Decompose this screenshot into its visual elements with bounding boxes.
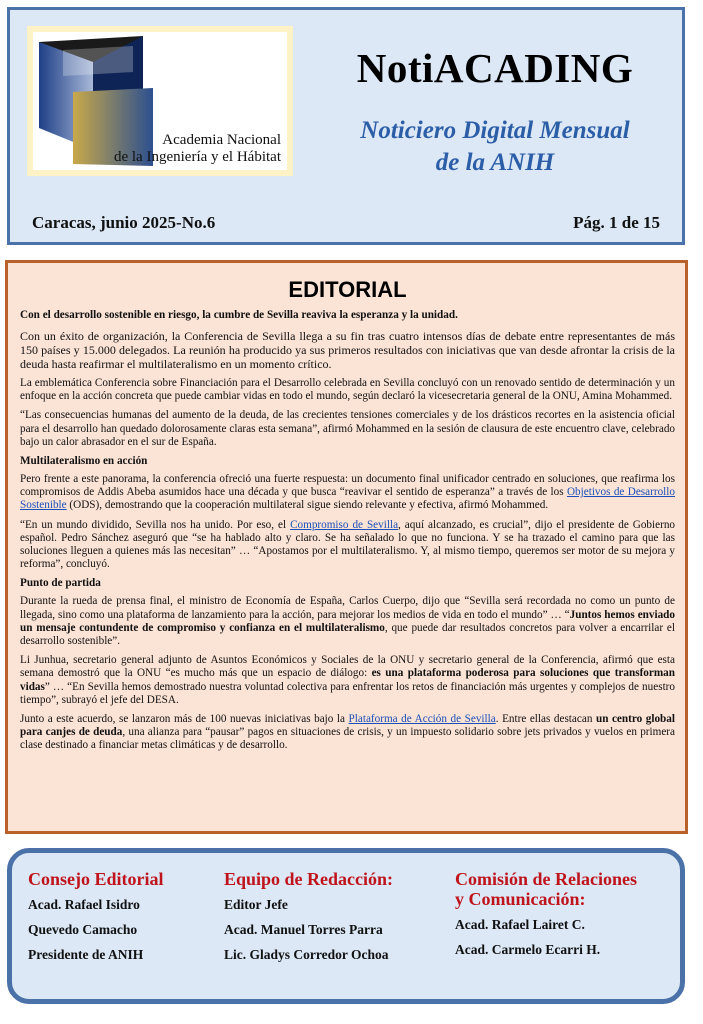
paragraph-5 — [20, 519, 675, 572]
consejo-heading: Consejo Editorial — [28, 869, 164, 889]
credit-line: Presidente de ANIH — [28, 947, 144, 962]
consejo-editorial — [28, 869, 164, 972]
p7-text: Li Junhua, secretario general adjunto de Asuntos Económicos y Sociales de la ONU y secretario general de la Conferencia, afirmó que esta semana demostró que la ONU “es mucho más que un espacio de diálogo: — [20, 654, 675, 680]
credit-line: Acad. Carmelo Ecarri H. — [455, 942, 601, 957]
logo-text-line-2: de la Ingeniería y el Hábitat — [113, 149, 281, 165]
paragraph-8 — [20, 713, 675, 753]
page-number: Pág. 1 de 15 — [573, 213, 660, 232]
p3-tail: ”, afirmó Mohammed en la sesión de clausura de este encuentro clave, celebrado bajo un calor abrasador en el sur de España. — [20, 422, 676, 448]
subtitle-line-1: Noticiero Digital Mensual — [360, 117, 630, 144]
paragraph-2: La emblemática Conferencia sobre Financiación para el Desarrollo celebrada en Sevilla concluyó con un renovado sentido de determinación y un enfoque en la acción concreta que puede cambiar vidas en todo el mundo, según declaró la vicesecretaria general de la ONU, Amina Mohammed. — [20, 377, 675, 403]
comision-heading-line-1: Comisión de Relaciones — [455, 869, 637, 889]
subtitle-line-2: de la ANIH — [435, 149, 555, 176]
editorial-section — [5, 260, 688, 834]
credits-footer — [7, 848, 685, 1004]
p3-text: “Las consecuencias humanas del aumento de la deuda, de las crecientes tensiones comerciales y de los drásticos recortes en la asistencia oficial para el desarrollo han quedado dolorosamente claras esta semana — [20, 409, 675, 435]
compromiso-sevilla-link[interactable]: Compromiso de Sevilla — [290, 518, 399, 531]
newsletter-subtitle — [310, 115, 680, 179]
p8-text: Junto a este acuerdo, se lanzaron más de 100 nuevas iniciativas bajo la — [20, 713, 349, 726]
equipo-redaccion — [224, 869, 393, 972]
paragraph-6 — [20, 595, 675, 648]
paragraph-4 — [20, 473, 675, 513]
credit-line: Lic. Gladys Corredor Ochoa — [224, 947, 389, 962]
p5-tail: , aquí alcanzado, es crucial”, dijo el presidente de Gobierno español. Pedro Sánchez aseguró que “se ha hablado alto y claro. Se ha señalado lo que no funciona. Y se ha trazado el camino para que las soluciones lleguen a quienes más las necesitan” … “Apostamos por el multilateralismo. Y, al mismo tiempo, queremos ser motor de su mejora y reforma”, concluyó. — [20, 518, 676, 571]
subheading-punto-de-partida: Punto de partida — [20, 577, 101, 590]
credit-line: Acad. Manuel Torres Parra — [224, 922, 383, 937]
comision-heading-line-2: y Comunicación: — [455, 889, 586, 909]
plataforma-accion-link[interactable]: Plataforma de Acción de Sevilla — [348, 713, 496, 726]
p8-tail: , una alianza para “pausar” pagos en situaciones de crisis, y un impuesto solidario sobre jets privados y vuelos en primera clase destinado a financiar metas climáticas y de desarrollo. — [20, 726, 675, 752]
comision-relaciones — [455, 869, 637, 967]
subheading-multilateralismo: Multilateralismo en acción — [20, 455, 148, 468]
masthead — [7, 7, 685, 245]
editorial-lead: Con el desarrollo sostenible en riesgo, la cumbre de Sevilla reaviva la esperanza y la unidad. — [20, 309, 458, 321]
p5-text: “En un mundo dividido, Sevilla nos ha unido. Por eso, el — [20, 518, 291, 531]
p6-tail: , que puede dar resultados concretos para volver a encarrilar el desarrollo sostenible”. — [20, 621, 675, 648]
credit-line: Acad. Rafael Isidro — [28, 897, 140, 912]
logo-text-line-1: Academia Nacional — [162, 132, 281, 148]
p4-text: Pero frente a este panorama, la conferencia ofreció una fuerte respuesta: un documento final unificador centrado en soluciones, que reafirma los compromisos de Addis Abeba asumidos hace una década y que busca “reavivar el sentido de esperanza” a través de los — [20, 473, 675, 499]
credit-line: Quevedo Camacho — [28, 922, 138, 937]
logo — [27, 26, 293, 176]
paragraph-7 — [20, 654, 675, 707]
p7-tail: ” … “En Sevilla hemos demostrado nuestra voluntad colectiva para enfrentar los retos de financiación más urgentes y complejos de nuestro tiempo”, subrayó el jefe del DESA. — [20, 680, 675, 706]
p6-text: Durante la rueda de prensa final, el ministro de Economía de España, Carlos Cuerpo, dijo que “Sevilla será recordada no como un punto de llegada, sino como una plataforma de lanzamiento para la acción, para mejorar los medios de vida en todo el mundo” … “ — [20, 595, 675, 621]
equipo-heading: Equipo de Redacción: — [224, 869, 394, 889]
credit-line: Editor Jefe — [224, 897, 288, 912]
paragraph-3 — [20, 409, 675, 449]
credit-line: Acad. Rafael Lairet C. — [455, 917, 585, 932]
p6-bold: Juntos hemos enviado un mensaje contundente de compromiso y confianza en el multilateralismo — [20, 608, 676, 634]
ods-link[interactable]: Objetivos de Desarrollo Sostenible — [20, 486, 675, 512]
p4-tail: (ODS), demostrando que la cooperación multilateral sigue siendo relevante y efectiva, afirmó Mohammed. — [66, 499, 549, 512]
paragraph-1: Con un éxito de organización, la Conferencia de Sevilla llega a su fin tras cuatro intensos días de debate entre representantes de más 150 países y 15.000 delegados. La reunión ha producido ya sus primeros resultados con iniciativas que van desde afrontar la crisis de la deuda hasta reafirmar el multilateralismo en un momento crítico. — [20, 329, 675, 371]
dateline: Caracas, junio 2025-No.6 — [32, 213, 216, 232]
comision-heading — [455, 869, 637, 909]
newsletter-title: NotiACADING — [356, 45, 634, 91]
p7-bold: es una plataforma poderosa para soluciones que transforman vidas — [20, 667, 675, 693]
editorial-title: EDITORIAL — [288, 277, 407, 302]
p8-bold: un centro global para canjes de deuda — [20, 713, 675, 739]
p8-mid: . Entre ellas destacan — [495, 713, 596, 726]
